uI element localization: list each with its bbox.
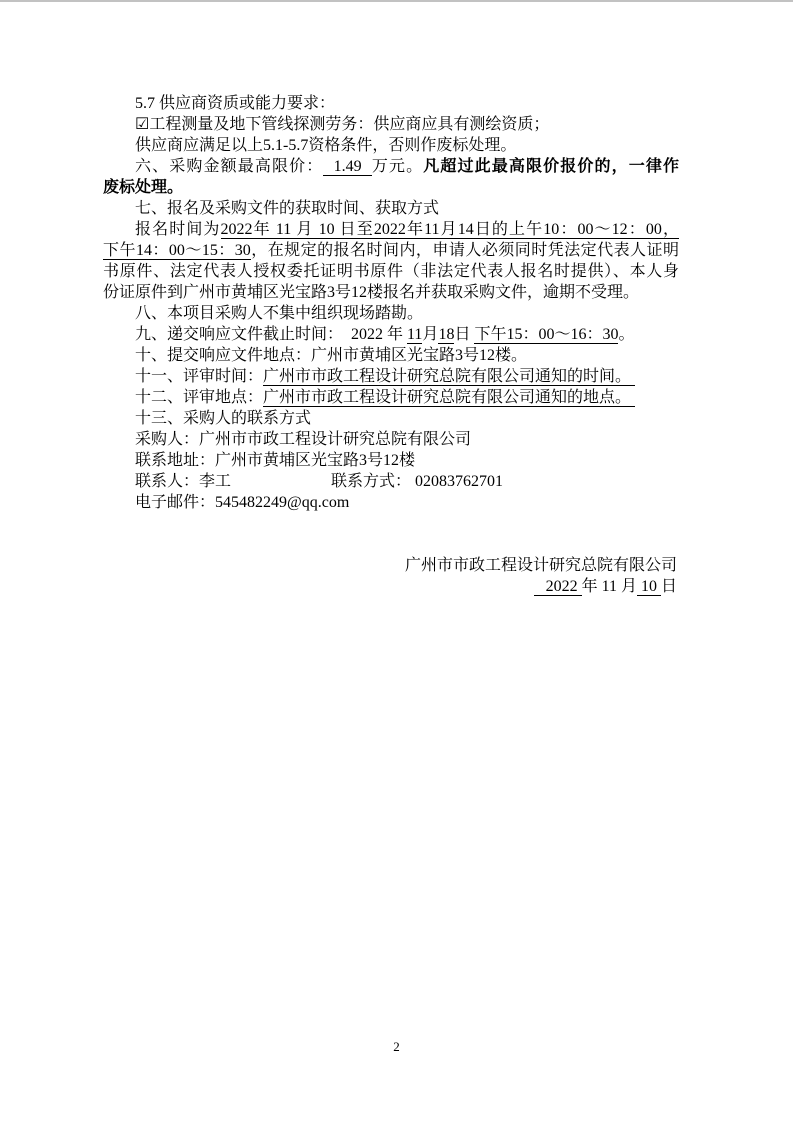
text-segment: 七、报名及采购文件的获取时间、获取方式	[135, 200, 440, 217]
text-segment: 5.7 供应商资质或能力要求：	[135, 95, 336, 112]
line-registration-time-3	[103, 261, 679, 282]
text-segment: 废标处理。	[103, 179, 184, 196]
line-max-price	[103, 156, 679, 177]
text-segment: 下午14：00～15：30	[103, 242, 251, 259]
text-segment: 2022年 11 月 10 日至2022年11月14日的上午10：00～12：00，	[220, 221, 679, 238]
text-segment: 年 11 月	[581, 578, 637, 595]
line-registration-time-4	[103, 282, 679, 303]
text-segment: 份证原件到广州市黄埔区光宝路3号12楼报名并获取采购文件，逾期不受理。	[103, 284, 640, 301]
line-section-ten	[103, 345, 679, 366]
line-signature-company	[103, 555, 679, 576]
text-segment: 工程测量及地下管线探测劳务：供应商应具有测绘资质；	[149, 116, 550, 133]
text-segment: 广州市市政工程设计研究总院有限公司通知的地点。	[263, 389, 636, 406]
text-segment: 11	[407, 326, 423, 343]
line-surveying-requirement	[103, 114, 679, 135]
text-segment: ，在规定的报名时间内，申请人必须同时凭法定代表人证明	[250, 242, 679, 259]
text-segment: 1.49	[323, 158, 372, 175]
text-segment: 供应商应满足以上5.1-5.7资格条件，否则作废标处理。	[135, 137, 517, 154]
line-section-thirteen-heading	[103, 408, 679, 429]
text-segment: 十一、评审时间：	[135, 368, 264, 385]
text-segment: 万元。	[371, 158, 424, 175]
text-segment: 电子邮件：545482249@qq.com	[135, 494, 350, 511]
text-segment: 18	[438, 326, 455, 343]
text-segment: 联系地址：广州市黄埔区光宝路3号12楼	[135, 452, 416, 469]
document-body	[103, 93, 679, 597]
blank-line	[103, 534, 679, 555]
text-segment: 凡超过此最高限价报价的，一律作	[423, 158, 679, 175]
line-contact-email	[103, 492, 679, 513]
line-section-eleven	[103, 366, 679, 387]
line-section-twelve	[103, 387, 679, 408]
line-section-nine	[103, 324, 679, 345]
line-purchaser	[103, 429, 679, 450]
text-segment: 联系方式： 02083762701	[331, 473, 504, 490]
text-segment: 广州市市政工程设计研究总院有限公司	[404, 557, 677, 574]
line-contact-address	[103, 450, 679, 471]
text-segment: 10	[636, 578, 661, 595]
inline-spacer	[231, 485, 331, 486]
checkbox-checked-icon: ☑	[135, 116, 150, 133]
text-segment: 书原件、法定代表人授权委托证明书原件（非法定代表人报名时提供）、本人身	[103, 263, 679, 280]
text-segment: 十三、采购人的联系方式	[135, 410, 312, 427]
text-segment: 十二、评审地点：	[135, 389, 264, 406]
text-segment: 八、本项目采购人不集中组织现场踏勘。	[135, 305, 424, 322]
line-supplier-qualification-heading	[103, 93, 679, 114]
line-section-eight	[103, 303, 679, 324]
text-segment: 日	[454, 326, 475, 343]
text-segment: 下午15：00～16：30	[474, 326, 619, 343]
blank-line	[103, 513, 679, 534]
text-segment: 十、提交响应文件地点：广州市黄埔区光宝路3号12楼。	[135, 347, 528, 364]
text-segment: 九、递交响应文件截止时间： 2022 年	[135, 326, 408, 343]
text-segment: 月	[422, 326, 439, 343]
text-segment: 。	[618, 326, 635, 343]
page-top-rule	[0, 0, 793, 2]
text-segment: 报名时间为	[135, 221, 221, 238]
text-segment: 六、采购金额最高限价：	[135, 158, 324, 175]
line-signature-date	[103, 576, 679, 597]
text-segment: 采购人：广州市市政工程设计研究总院有限公司	[135, 431, 472, 448]
line-qualification-condition	[103, 135, 679, 156]
line-section-seven-heading	[103, 198, 679, 219]
line-contact-person	[103, 471, 679, 492]
text-segment: 日	[660, 578, 677, 595]
text-segment: 广州市市政工程设计研究总院有限公司通知的时间。	[263, 368, 636, 385]
line-max-price-cont	[103, 177, 679, 198]
page-number: 2	[393, 1039, 400, 1054]
line-registration-time-2	[103, 240, 679, 261]
text-segment: 2022	[533, 578, 582, 595]
text-segment: 联系人：李工	[135, 473, 232, 490]
line-registration-time-1	[103, 219, 679, 240]
